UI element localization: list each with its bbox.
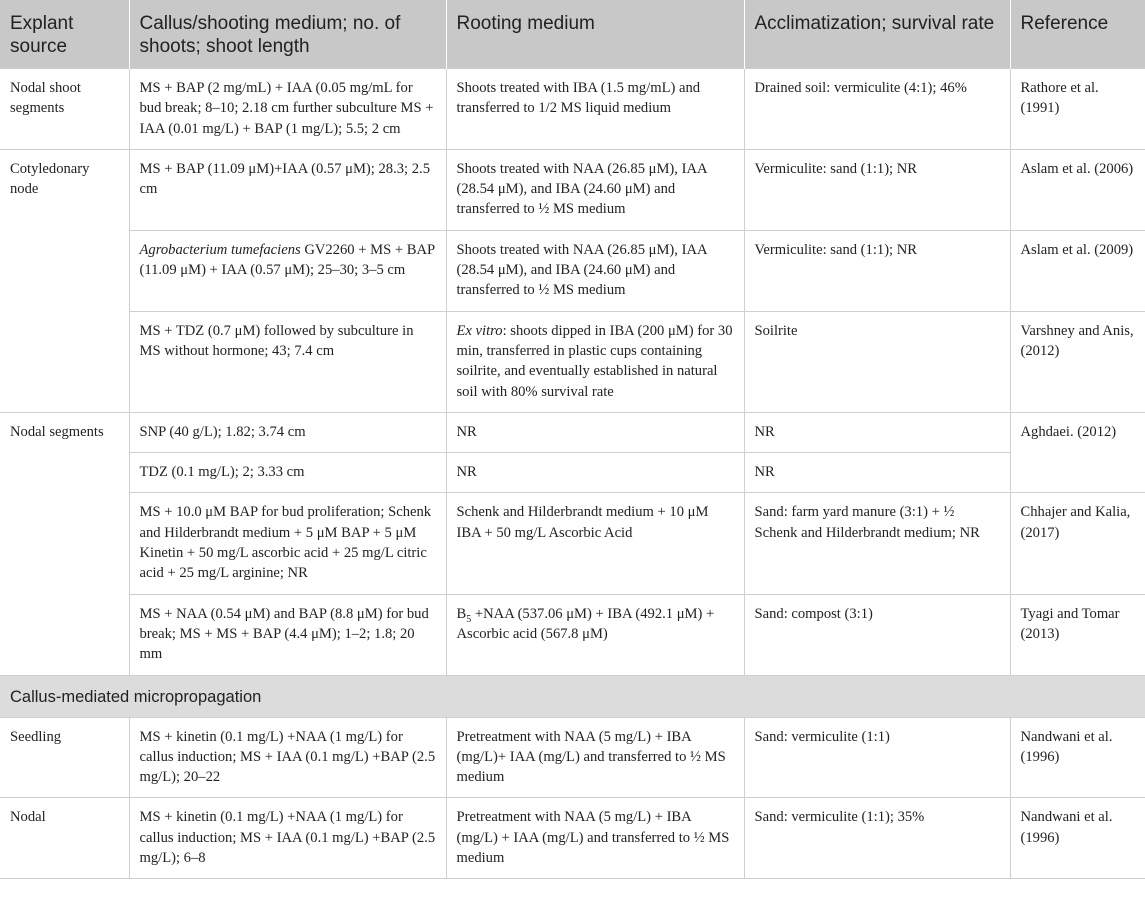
acclimatization-cell: NR	[744, 412, 1010, 452]
header-reference: Reference	[1010, 0, 1145, 69]
b5-medium-label: B	[456, 605, 467, 622]
medium-cell: MS + NAA (0.54 μM) and BAP (8.8 μM) for bud break; MS + MS + BAP (4.4 μM); 1–2; 1.8; 20 mm	[129, 594, 446, 675]
acclimatization-cell: Soilrite	[744, 311, 1010, 412]
table-row	[0, 69, 1145, 150]
explant-cell: Nodal segments	[0, 412, 129, 675]
table-row	[0, 453, 1145, 493]
acclimatization-cell: Sand: compost (3:1)	[744, 594, 1010, 675]
rooting-cell: Pretreatment with NAA (5 mg/L) + IBA (mg/L)+ IAA (mg/L) and transferred to ½ MS medium	[446, 717, 744, 798]
acclimatization-cell: Drained soil: vermiculite (4:1); 46%	[744, 69, 1010, 150]
table-row	[0, 412, 1145, 452]
header-rooting-medium: Rooting medium	[446, 0, 744, 69]
medium-cell: MS + 10.0 μM BAP for bud proliferation; Schenk and Hilderbrandt medium + 5 μM BAP + 5 μM Kinetin + 50 mg/L ascorbic acid + 25 mg/L citric acid + 25 mg/L arginine; NR	[129, 493, 446, 594]
reference-cell: Aslam et al. (2009)	[1010, 230, 1145, 311]
reference-cell: Aghdaei. (2012)	[1010, 412, 1145, 493]
table-row	[0, 798, 1145, 879]
reference-cell: Varshney and Anis, (2012)	[1010, 311, 1145, 412]
rooting-cell: Schenk and Hilderbrandt medium + 10 μM IBA + 50 mg/L Ascorbic Acid	[446, 493, 744, 594]
medium-text: GV2260 + MS + BAP (11.09 μM) + IAA (0.57 μM); 25–30; 3–5 cm	[139, 241, 435, 279]
rooting-cell: Pretreatment with NAA (5 mg/L) + IBA (mg/L) + IAA (mg/L) and transferred to ½ MS medium	[446, 798, 744, 879]
rooting-cell: NR	[446, 453, 744, 493]
reference-cell: Aslam et al. (2006)	[1010, 149, 1145, 230]
header-callus-shooting-medium: Callus/shooting medium; no. of shoots; shoot length	[129, 0, 446, 69]
header-acclimatization: Acclimatization; survival rate	[744, 0, 1010, 69]
reference-cell: Nandwani et al. (1996)	[1010, 798, 1145, 879]
acclimatization-cell: Vermiculite: sand (1:1); NR	[744, 230, 1010, 311]
explant-cell: Seedling	[0, 717, 129, 798]
rooting-cell	[446, 311, 744, 412]
group-row	[0, 675, 1145, 717]
reference-cell: Tyagi and Tomar (2013)	[1010, 594, 1145, 675]
medium-cell: TDZ (0.1 mg/L); 2; 3.33 cm	[129, 453, 446, 493]
medium-cell: MS + kinetin (0.1 mg/L) +NAA (1 mg/L) for callus induction; MS + IAA (0.1 mg/L) +BAP (2.5 mg/L); 20–22	[129, 717, 446, 798]
group-heading: Callus-mediated micropropagation	[0, 675, 1145, 717]
table-row	[0, 717, 1145, 798]
reference-cell: Nandwani et al. (1996)	[1010, 717, 1145, 798]
rooting-cell: Shoots treated with IBA (1.5 mg/mL) and transferred to 1/2 MS liquid medium	[446, 69, 744, 150]
reference-cell: Chhajer and Kalia, (2017)	[1010, 493, 1145, 594]
header-explant-source: Explant source	[0, 0, 129, 69]
acclimatization-cell: Sand: farm yard manure (3:1) + ½ Schenk and Hilderbrandt medium; NR	[744, 493, 1010, 594]
species-name: Agrobacterium tumefaciens	[139, 241, 301, 258]
acclimatization-cell: Sand: vermiculite (1:1); 35%	[744, 798, 1010, 879]
rooting-text: : shoots dipped in IBA (200 μM) for 30 min, transferred in plastic cups containing soilrite, and eventually established in natural soil with 80% survival rate	[456, 322, 733, 400]
medium-cell: MS + BAP (2 mg/mL) + IAA (0.05 mg/mL for bud break; 8–10; 2.18 cm further subculture MS + IAA (0.01 mg/L) + BAP (1 mg/L); 5.5; 2 cm	[129, 69, 446, 150]
explant-cell: Nodal	[0, 798, 129, 879]
ex-vitro-label: Ex vitro	[456, 322, 503, 339]
table-row	[0, 493, 1145, 594]
explant-cell: Nodal shoot segments	[0, 69, 129, 150]
header-row	[0, 0, 1145, 69]
rooting-cell	[446, 594, 744, 675]
medium-cell: MS + BAP (11.09 μM)+IAA (0.57 μM); 28.3; 2.5 cm	[129, 149, 446, 230]
table-header	[0, 0, 1145, 69]
medium-cell: MS + kinetin (0.1 mg/L) +NAA (1 mg/L) for callus induction; MS + IAA (0.1 mg/L) +BAP (2.5 mg/L); 6–8	[129, 798, 446, 879]
table-row	[0, 230, 1145, 311]
rooting-text: +NAA (537.06 μM) + IBA (492.1 μM) + Ascorbic acid (567.8 μM)	[456, 605, 715, 642]
medium-cell: SNP (40 g/L); 1.82; 3.74 cm	[129, 412, 446, 452]
medium-cell: MS + TDZ (0.7 μM) followed by subculture in MS without hormone; 43; 7.4 cm	[129, 311, 446, 412]
acclimatization-cell: Vermiculite: sand (1:1); NR	[744, 149, 1010, 230]
explant-cell: Cotyledonary node	[0, 149, 129, 412]
acclimatization-cell: NR	[744, 453, 1010, 493]
rooting-cell: NR	[446, 412, 744, 452]
table-body	[0, 69, 1145, 879]
b5-subscript: 5	[466, 613, 472, 625]
table-row	[0, 149, 1145, 230]
rooting-cell: Shoots treated with NAA (26.85 μM), IAA (28.54 μM), and IBA (24.60 μM) and transferred to ½ MS medium	[446, 230, 744, 311]
rooting-cell: Shoots treated with NAA (26.85 μM), IAA (28.54 μM), and IBA (24.60 μM) and transferred to ½ MS medium	[446, 149, 744, 230]
acclimatization-cell: Sand: vermiculite (1:1)	[744, 717, 1010, 798]
medium-cell	[129, 230, 446, 311]
table-row	[0, 594, 1145, 675]
table-row	[0, 311, 1145, 412]
reference-cell: Rathore et al. (1991)	[1010, 69, 1145, 150]
